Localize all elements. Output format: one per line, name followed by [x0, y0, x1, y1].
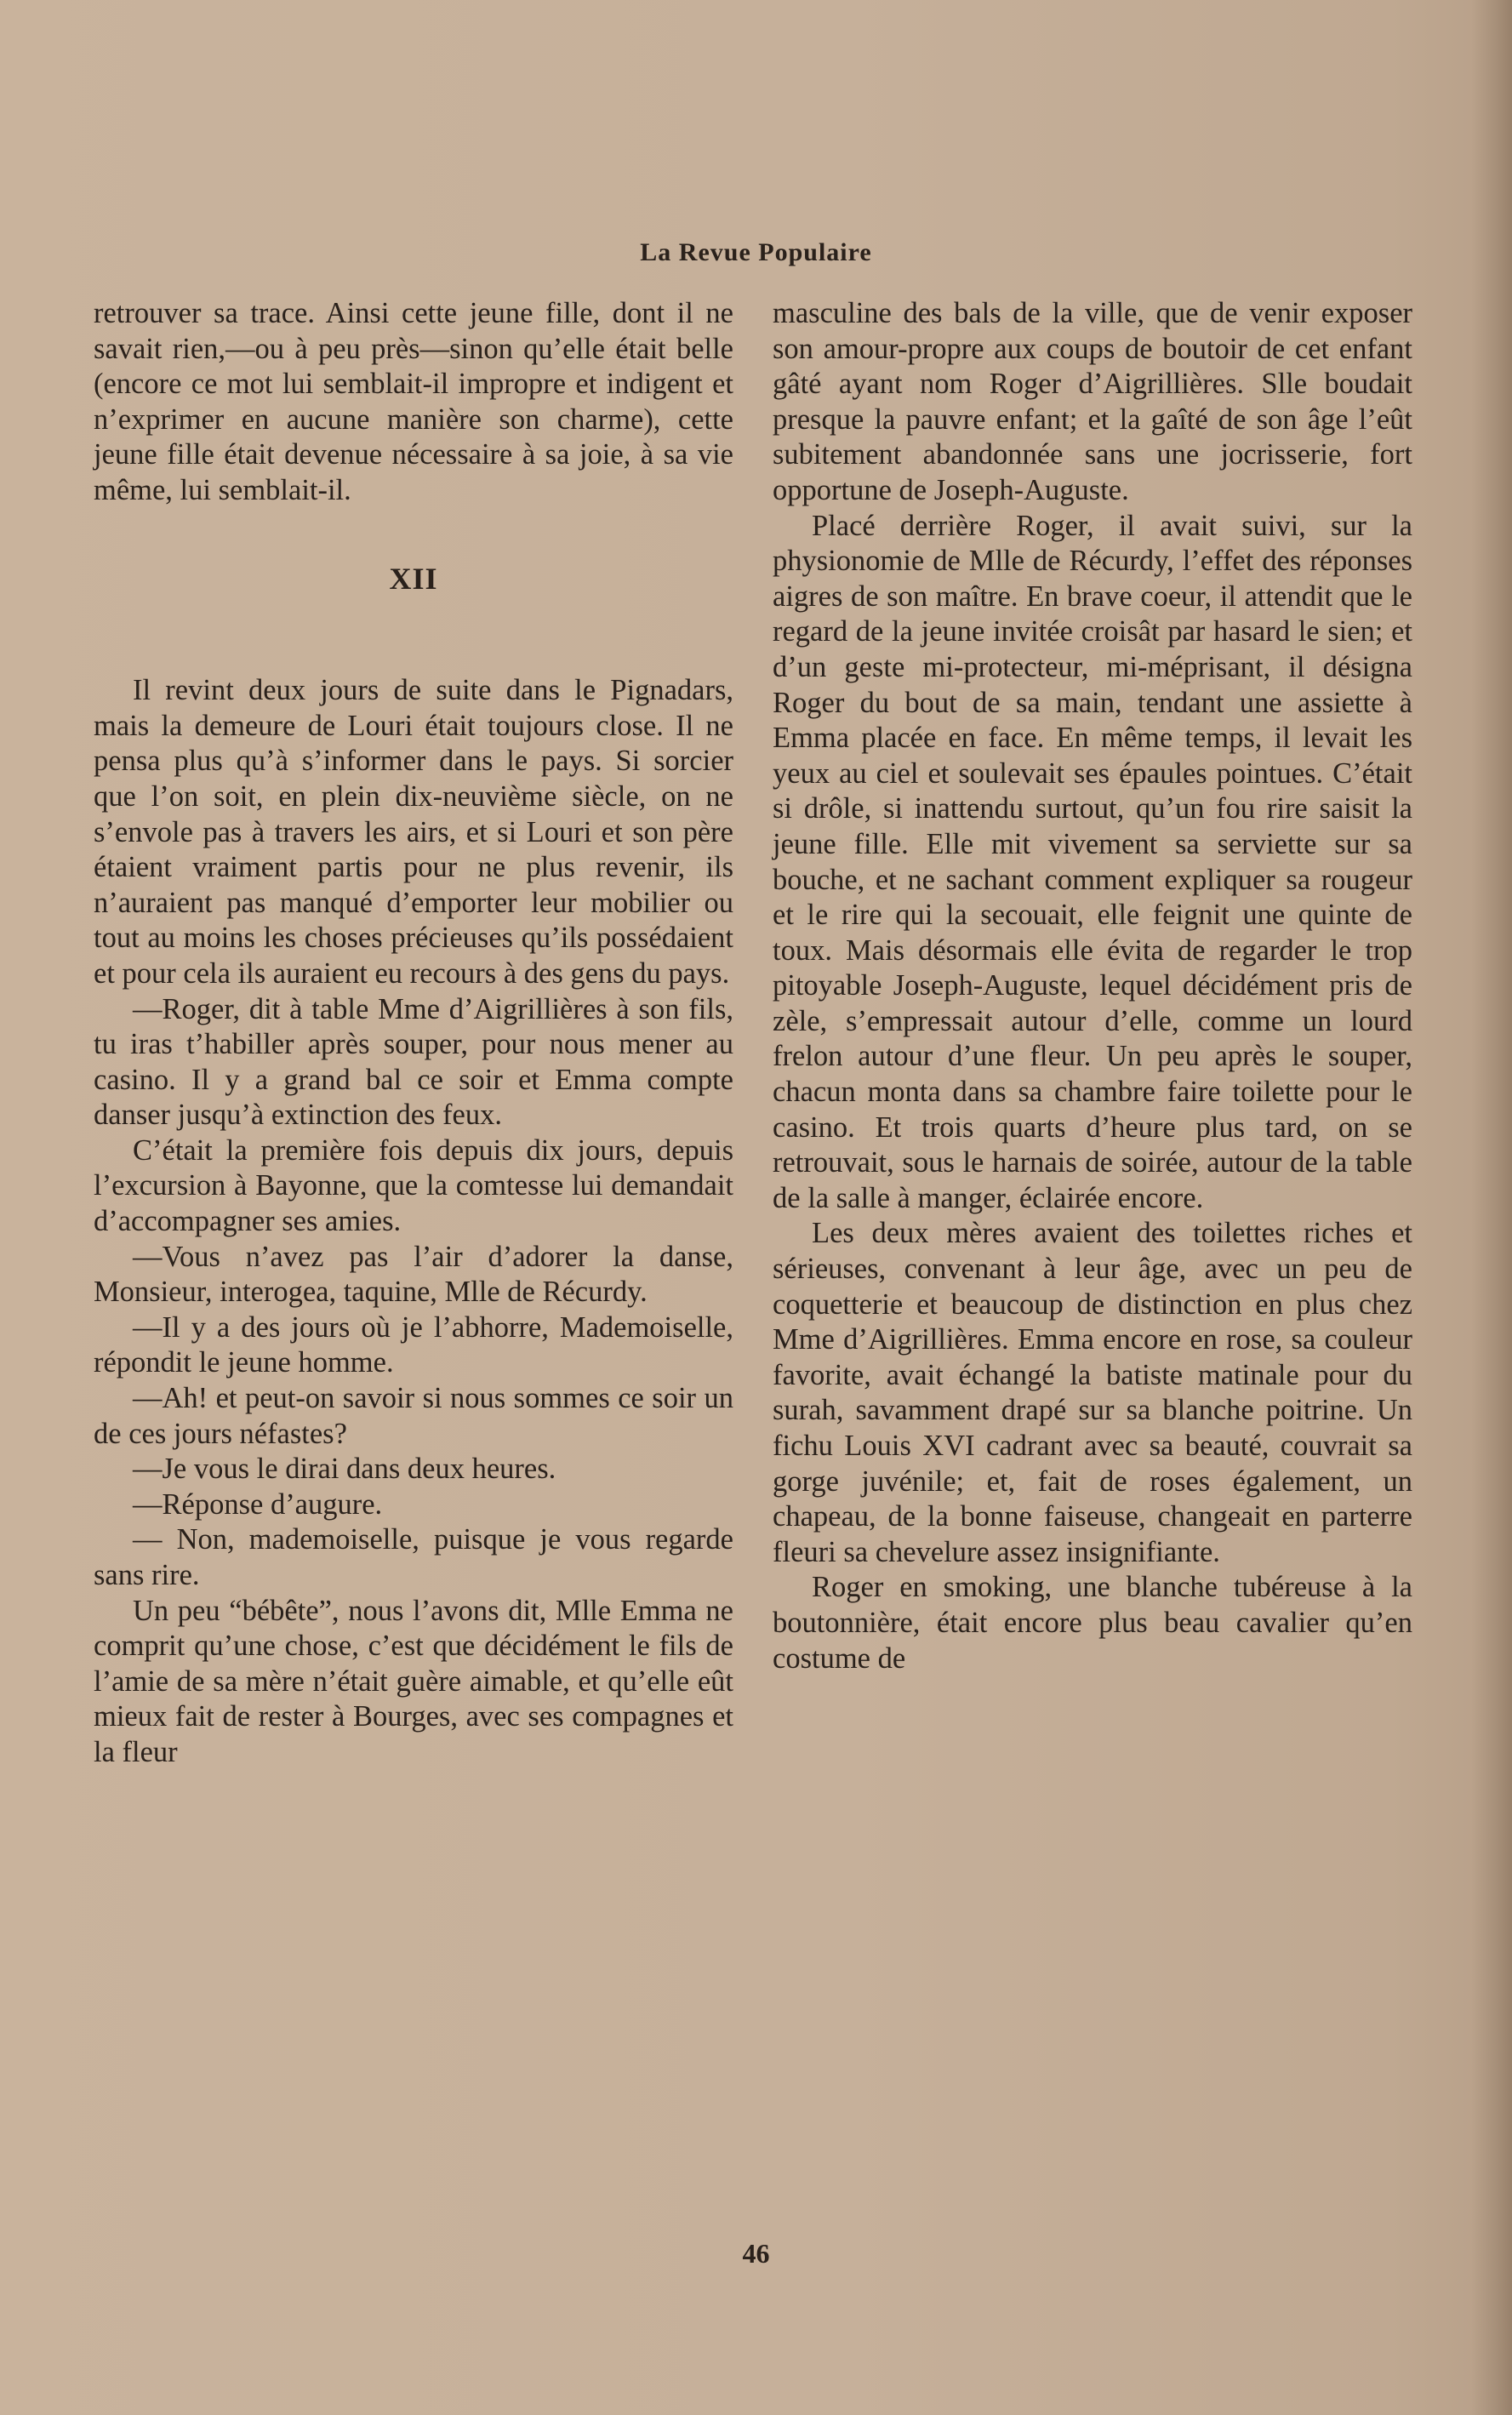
paragraph: —Vous n’avez pas l’air d’adorer la danse, Monsieur, interogea, taquine, Mlle de Récurdy.	[94, 1240, 733, 1309]
paragraph: C’était la première fois depuis dix jours, depuis l’excursion à Bayonne, que la comtesse lui demandait d’accompagner ses amies.	[94, 1133, 733, 1238]
paragraph: —Roger, dit à table Mme d’Aigrillières à son fils, tu iras t’habiller après souper, pour nous mener au casino. Il y a grand bal ce soir et Emma compte danser jusqu’à extinction des feux.	[94, 992, 733, 1132]
paragraph: —Ah! et peut-on savoir si nous sommes ce soir un de ces jours néfastes?	[94, 1382, 733, 1450]
paragraph: Placé derrière Roger, il avait suivi, sur la physionomie de Mlle de Récurdy, l’effet des réponses aigres de son maître. En brave coeur, il attendit que le regard de la jeune invitée croisât par hasard le sien; et d’un geste mi-protecteur, mi-méprisant, il désigna Roger du bout de sa main, tendant une assiette à Emma placée en face. En même temps, il levait les yeux au ciel et soulevait ses épaules pointues. C’était si drôle, si inattendu surtout, qu’un fou rire saisit la jeune fille. Elle mit vivement sa serviette sur sa bouche, et ne sachant comment expliquer sa rougeur et le rire qui la secouait, elle feignit une quinte de toux. Mais désormais elle évita de regarder le trop pitoyable Joseph-Auguste, lequel décidément pris de zèle, s’empressait autour d’elle, comme un lourd frelon autour d’une fleur. Un peu après le souper, chacun monta dans sa chambre faire toilette pour le casino. Et trois quarts d’heure plus tard, on se retrouvait, sous le harnais de soirée, autour de la table de la salle à manger, éclairée encore.	[773, 509, 1412, 1214]
paragraph: —Il y a des jours où je l’abhorre, Mademoiselle, répondit le jeune homme.	[94, 1310, 733, 1379]
left-column	[94, 296, 733, 1771]
paragraph: Roger en smoking, une blanche tubéreuse à la boutonnière, était encore plus beau cavalier qu’en costume de	[773, 1571, 1412, 1675]
paragraph: —Je vous le dirai dans deux heures.	[133, 1453, 556, 1486]
paragraph: Les deux mères avaient des toilettes riches et sérieuses, convenant à leur âge, avec un peu de coquetterie et beaucoup de distinction en plus chez Mme d’Aigrillières. Emma encore en rose, sa couleur favorite, avait échangé la batiste matinale pour du surah, savamment drapé sur sa blanche poitrine. Un fichu Louis XVI cadrant avec sa beauté, couvrait sa gorge juvénile; et, fait de roses également, un chapeau, de la bonne faiseuse, changeait en parterre fleuri sa chevelure assez insignifiante.	[773, 1217, 1412, 1568]
right-column	[773, 296, 1412, 1676]
chapter-heading: XII	[389, 561, 438, 596]
paragraph: — Non, mademoiselle, puisque je vous regarde sans rire.	[94, 1523, 733, 1591]
paragraph: masculine des bals de la ville, que de venir exposer son amour-propre aux coups de boutoir de cet enfant gâté ayant nom Roger d’Aigrillières. Slle boudait presque la pauvre enfant; et la gaîté de son âge l’eût subitement abandonnée sans une jocrisserie, fort opportune de Joseph-Auguste.	[773, 297, 1412, 506]
page-edge-shadow	[1471, 0, 1512, 2415]
paragraph: Un peu “bébête”, nous l’avons dit, Mlle Emma ne comprit qu’une chose, c’est que décidément le fils de l’amie de sa mère n’était guère aimable, et qu’elle eût mieux fait de rester à Bourges, avec ses compagnes et la fleur	[94, 1594, 733, 1768]
page-number: 46	[742, 2238, 770, 2269]
paragraph: retrouver sa trace. Ainsi cette jeune fille, dont il ne savait rien,—ou à peu près—sinon qu’elle était belle (encore ce mot lui semblait-il impropre et indigent et n’exprimer en aucune manière son charme), cette jeune fille était devenue nécessaire à sa joie, à sa vie même, lui semblait-il.	[94, 297, 733, 506]
running-header: La Revue Populaire	[640, 238, 872, 266]
paragraph: —Réponse d’augure.	[133, 1487, 383, 1521]
paragraph: Il revint deux jours de suite dans le Pignadars, mais la demeure de Louri était toujours close. Il ne pensa plus qu’à s’informer dans le pays. Si sorcier que l’on soit, en plein dix-neuvième siècle, on ne s’envole pas à travers les airs, et si Louri et son père étaient vraiment partis pour ne plus revenir, ils n’auraient pas manqué d’emporter leur mobilier ou tout au moins les choses précieuses qu’ils possédaient et pour cela ils auraient eu recours à des gens du pays.	[94, 674, 733, 990]
